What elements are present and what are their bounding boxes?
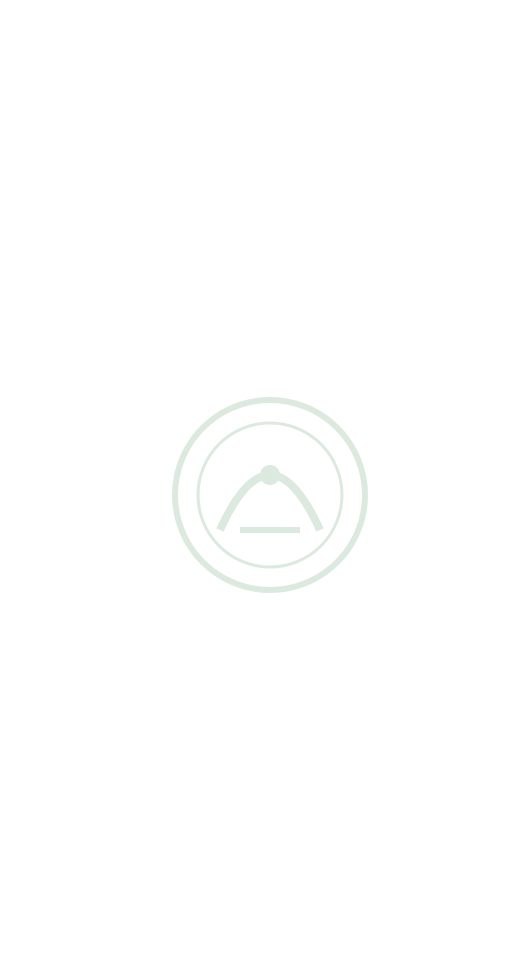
page-footer bbox=[6, 935, 514, 965]
article-headline bbox=[10, 4, 510, 44]
article-body bbox=[8, 50, 512, 910]
